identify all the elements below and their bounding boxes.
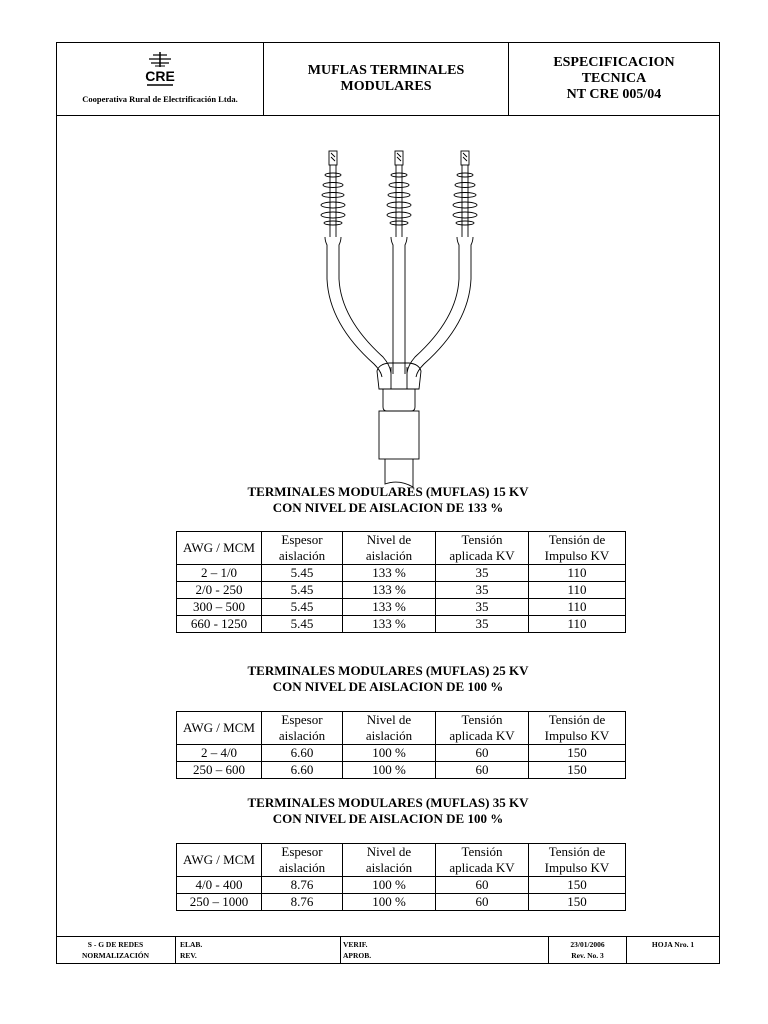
table-cell: 100 % <box>343 745 436 762</box>
table-cell: 5.45 <box>262 565 343 582</box>
table-cell: 8.76 <box>262 877 343 894</box>
table-row <box>177 877 626 894</box>
col-header: AWG / MCM <box>177 844 262 877</box>
table-cell: 5.45 <box>262 599 343 616</box>
section-title-line1: TERMINALES MODULARES (MUFLAS) 35 KV <box>247 795 529 810</box>
table-cell: 250 – 1000 <box>177 894 262 911</box>
spec-cell <box>509 43 719 115</box>
footer <box>56 936 720 964</box>
table-row <box>177 745 626 762</box>
section-title-line2: CON NIVEL DE AISLACION DE 100 % <box>272 811 504 826</box>
col-header: Tensión de Impulso KV <box>529 532 626 565</box>
col-header: Tensión de Impulso KV <box>529 712 626 745</box>
center-terminal <box>387 151 411 374</box>
table-cell: 2 – 1/0 <box>177 565 262 582</box>
table-header-row <box>177 844 626 877</box>
footer-elab-rev: ELAB. REV. <box>176 937 341 964</box>
table-row <box>177 565 626 582</box>
table-cell: 60 <box>436 762 529 779</box>
table-cell: 5.45 <box>262 582 343 599</box>
table-cell: 4/0 - 400 <box>177 877 262 894</box>
table-cell: 5.45 <box>262 616 343 633</box>
table-cell: 35 <box>436 616 529 633</box>
table-cell: 110 <box>529 616 626 633</box>
header <box>57 43 719 116</box>
section-title-35kv <box>57 795 719 827</box>
table-cell: 133 % <box>343 565 436 582</box>
table-cell: 2/0 - 250 <box>177 582 262 599</box>
table-cell: 110 <box>529 599 626 616</box>
section-title-15kv <box>57 484 719 516</box>
footer-verif-aprob: VERIF. APROB. <box>341 937 549 964</box>
table-header-row <box>177 712 626 745</box>
col-header: AWG / MCM <box>177 712 262 745</box>
table-cell: 300 – 500 <box>177 599 262 616</box>
table-cell: 110 <box>529 582 626 599</box>
table-cell: 150 <box>529 894 626 911</box>
table-cell: 150 <box>529 877 626 894</box>
table-cell: 60 <box>436 745 529 762</box>
col-header: Nivel de aislación <box>343 844 436 877</box>
footer-sheet-number: HOJA Nro. 1 <box>651 940 695 949</box>
table-cell: 35 <box>436 582 529 599</box>
table-row <box>177 894 626 911</box>
spec-code: ESPECIFICACION TECNICA NT CRE 005/04 <box>553 55 675 102</box>
logo-cell <box>57 43 264 115</box>
table-cell: 8.76 <box>262 894 343 911</box>
section-title-line1: TERMINALES MODULARES (MUFLAS) 15 KV <box>247 484 529 499</box>
col-header: Tensión aplicada KV <box>436 532 529 565</box>
section-title-line2: CON NIVEL DE AISLACION DE 133 % <box>272 500 504 515</box>
logo-text: CRE <box>145 68 175 84</box>
table-cell: 6.60 <box>262 745 343 762</box>
table-row <box>177 762 626 779</box>
left-terminal <box>321 151 391 377</box>
col-header: AWG / MCM <box>177 532 262 565</box>
right-terminal <box>407 151 477 377</box>
table-cell: 60 <box>436 877 529 894</box>
footer-date-revision: 23/01/2006 Rev. No. 3 <box>549 937 627 964</box>
table-row <box>177 582 626 599</box>
table-cell: 660 - 1250 <box>177 616 262 633</box>
document-title: MUFLAS TERMINALES MODULARES <box>307 63 465 94</box>
table-cell: 250 – 600 <box>177 762 262 779</box>
section-title-line2: CON NIVEL DE AISLACION DE 100 % <box>272 679 504 694</box>
table-cell: 2 – 4/0 <box>177 745 262 762</box>
col-header: Tensión aplicada KV <box>436 844 529 877</box>
breakout-trunk <box>377 363 421 487</box>
table-15kv <box>176 531 626 633</box>
cable-termination-drawing <box>319 149 479 489</box>
col-header: Espesor aislación <box>262 844 343 877</box>
col-header: Tensión aplicada KV <box>436 712 529 745</box>
table-cell: 110 <box>529 565 626 582</box>
table-cell: 100 % <box>343 877 436 894</box>
table-25kv <box>176 711 626 779</box>
table-row <box>177 599 626 616</box>
table-row <box>177 616 626 633</box>
table-cell: 133 % <box>343 582 436 599</box>
table-cell: 150 <box>529 745 626 762</box>
footer-department: S - G DE REDES NORMALIZACIÓN <box>56 937 176 964</box>
table-cell: 100 % <box>343 894 436 911</box>
table-cell: 133 % <box>343 599 436 616</box>
col-header: Nivel de aislación <box>343 532 436 565</box>
table-cell: 35 <box>436 565 529 582</box>
col-header: Tensión de Impulso KV <box>529 844 626 877</box>
table-cell: 150 <box>529 762 626 779</box>
cre-logo-icon <box>137 51 183 89</box>
section-title-25kv <box>57 663 719 695</box>
cooperative-name: Cooperativa Rural de Electrificación Ltda. <box>82 94 238 104</box>
document-frame <box>56 42 720 964</box>
col-header: Nivel de aislación <box>343 712 436 745</box>
col-header: Espesor aislación <box>262 532 343 565</box>
table-cell: 133 % <box>343 616 436 633</box>
table-cell: 35 <box>436 599 529 616</box>
table-cell: 100 % <box>343 762 436 779</box>
table-cell: 60 <box>436 894 529 911</box>
section-title-line1: TERMINALES MODULARES (MUFLAS) 25 KV <box>247 663 529 678</box>
table-header-row <box>177 532 626 565</box>
col-header: Espesor aislación <box>262 712 343 745</box>
table-cell: 6.60 <box>262 762 343 779</box>
title-cell <box>264 43 509 115</box>
table-35kv <box>176 843 626 911</box>
